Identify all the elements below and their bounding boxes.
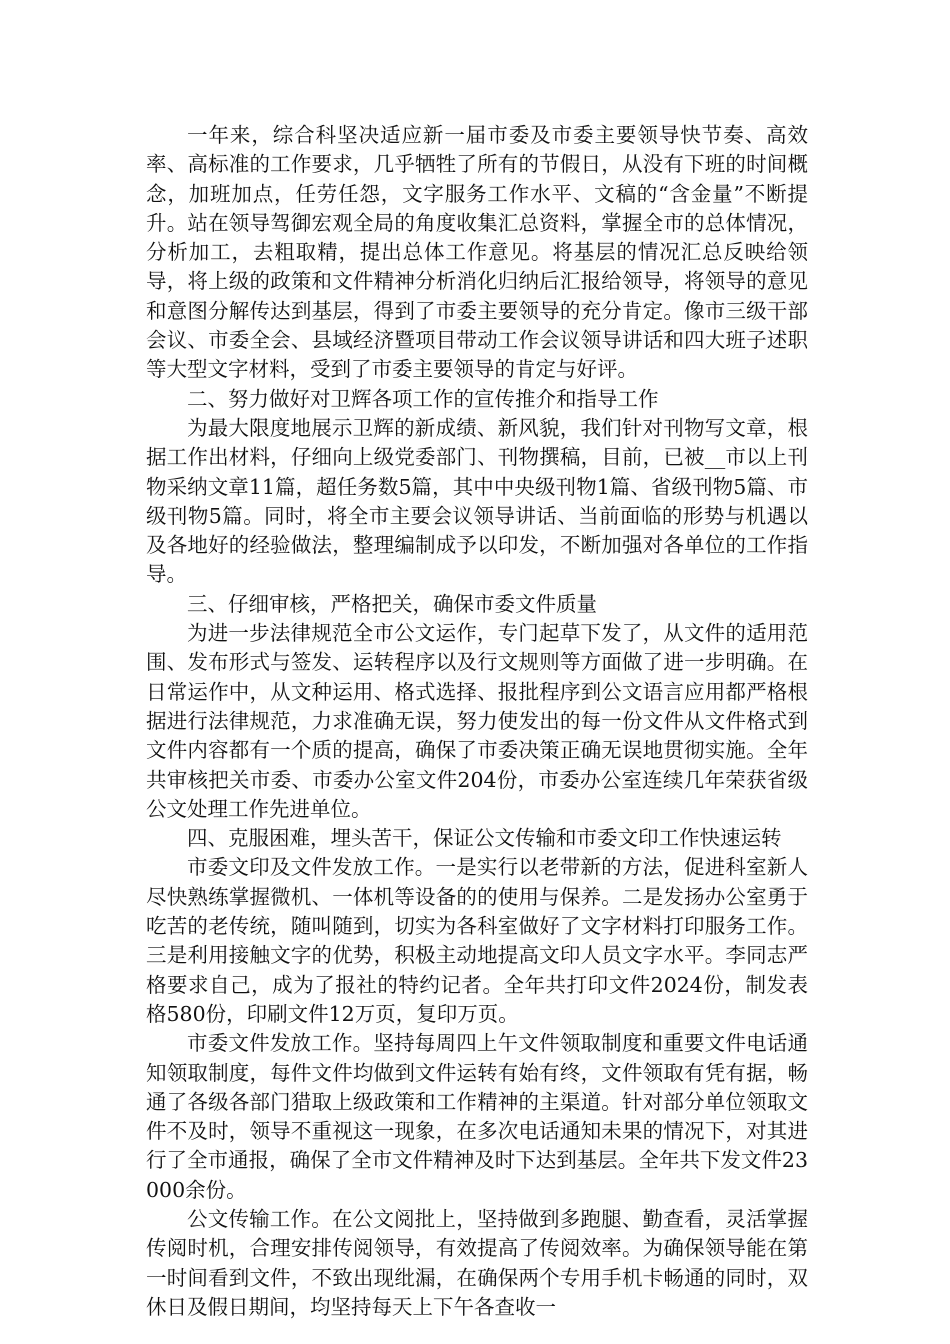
section-heading-2: 二、努力做好对卫辉各项工作的宣传推介和指导工作 xyxy=(187,386,659,411)
paragraph-review: 为进一步法律规范全市公文运作，专门起草下发了，从文件的适用范围、发布形式与签发、运转程序以及行文规则等方面做了进一步明确。在日常运作中，从文种运用、格式选择、报批程序到公文语言应用都严格根据进行法律规范，力求准确无误，努力使发出的每一份文件从文件格式到文件内容都有一个质的提高，确保了市委决策正确无误地贯彻实施。全年共审核把关市委、市委办公室文件204份，市委办公室连续几年荣获省级公文处理工作先进单位。 xyxy=(146,621,808,821)
document-body xyxy=(146,121,808,1322)
paragraph-distribution: 市委文件发放工作。坚持每周四上午文件领取制度和重要文件电话通知领取制度，每件文件均做到文件运转有始有终，文件领取有凭有据，畅通了各级各部门猎取上级政策和工作精神的主渠道。针对部分单位领取文件不及时，领导不重视这一现象，在多次电话通知未果的情况下，对其进行了全市通报，确保了全市文件精神及时下达到基层。全年共下发文件23000余份。 xyxy=(146,1031,808,1202)
paragraph-printing: 市委文印及文件发放工作。一是实行以老带新的方法，促进科室新人尽快熟练掌握微机、一体机等设备的的使用与保养。二是发扬办公室勇于吃苦的老传统，随叫随到，切实为各科室做好了文字材料打印服务工作。三是利用接触文字的优势，积极主动地提高文印人员文字水平。李同志严格要求自己，成为了报社的特约记者。全年共打印文件2024份，制发表格580份，印刷文件12万页，复印万页。 xyxy=(146,855,808,1026)
section-heading-3: 三、仔细审核，严格把关，确保市委文件质量 xyxy=(187,591,597,616)
paragraph-publicity: 为最大限度地展示卫辉的新成绩、新风貌，我们针对刊物写文章，根据工作出材料，仔细向上级党委部门、刊物撰稿，目前，已被__市以上刊物采纳文章11篇，超任务数5篇，其中中央级刊物1篇、省级刊物5篇、市级刊物5篇。同时，将全市主要会议领导讲话、当前面临的形势与机遇以及各地好的经验做法，整理编制成予以印发，不断加强对各单位的工作指导。 xyxy=(146,415,808,587)
paragraph-transmission: 公文传输工作。在公文阅批上，坚持做到多跑腿、勤查看，灵活掌握传阅时机，合理安排传阅领导，有效提高了传阅效率。为确保领导能在第一时间看到文件，不致出现纰漏，在确保两个专用手机卡畅通的同时，双休日及假日期间，均坚持每天上下午各查收一 xyxy=(146,1206,808,1319)
paragraph-summary: 一年来，综合科坚决适应新一届市委及市委主要领导快节奏、高效率、高标准的工作要求，几乎牺牲了所有的节假日，从没有下班的时间概念，加班加点，任劳任怨，文字服务工作水平、文稿的“含金量”不断提升。站在领导驾御宏观全局的角度收集汇总资料，掌握全市的总体情况，分析加工，去粗取精，提出总体工作意见。将基层的情况汇总反映给领导，将上级的政策和文件精神分析消化归纳后汇报给领导，将领导的意见和意图分解传达到基层，得到了市委主要领导的充分肯定。像市三级干部会议、市委全会、县域经济暨项目带动工作会议领导讲话和四大班子述职等大型文字材料，受到了市委主要领导的肯定与好评。 xyxy=(146,123,808,382)
section-heading-4: 四、克服困难，埋头苦干，保证公文传输和市委文印工作快速运转 xyxy=(187,826,782,851)
